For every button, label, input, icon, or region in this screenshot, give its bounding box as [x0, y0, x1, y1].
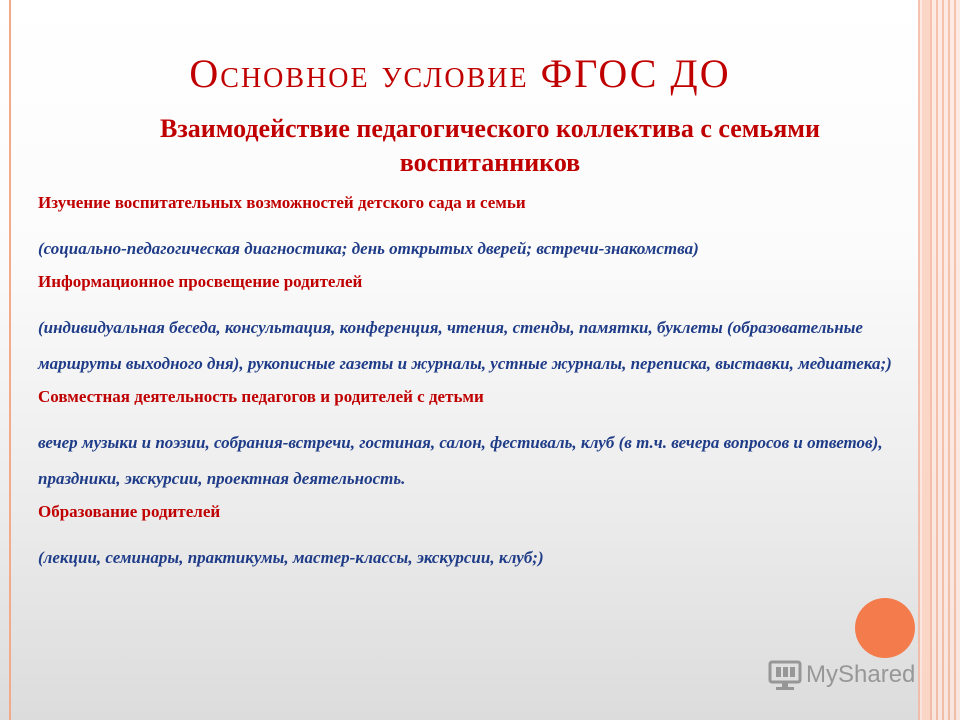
section-heading-information: Информационное просвещение родителей — [38, 272, 363, 291]
decorative-orange-circle — [855, 598, 915, 658]
section-items-information: (индивидуальная беседа, консультация, конференция, чтения, стенды, памятки, буклеты (образовательные маршруты выходного дня), рукописные газеты и журналы, устные журналы, переписка, выставки, медиатека;) — [38, 318, 892, 373]
slide-frame-left-line — [9, 0, 11, 720]
myshared-watermark — [768, 655, 928, 695]
section-items-study: (социально-педагогическая диагностика; день открытых дверей; встречи-знакомства) — [38, 239, 699, 258]
section-heading-parent-education: Образование родителей — [38, 502, 221, 521]
section-heading-study: Изучение воспитательных возможностей детского сада и семьи — [38, 193, 526, 212]
section-items-joint-activity: вечер музыки и поэзии, собрания-встречи, гостиная, салон, фестиваль, клуб (в т.ч. вечера вопросов и ответов), праздники, экскурсии, проектная деятельность. — [38, 433, 883, 488]
section-items-parent-education: (лекции, семинары, практикумы, мастер-классы, экскурсии, клуб;) — [38, 548, 544, 567]
watermark-text: MyShared — [806, 661, 916, 688]
slide-title: Основное условие ФГОС ДО — [189, 51, 731, 96]
monitor-icon — [768, 659, 802, 691]
slide-frame-right-band — [922, 0, 930, 720]
slide-subtitle: Взаимодействие педагогического коллектива с семьями воспитанников — [159, 114, 820, 177]
slide-content — [38, 192, 908, 580]
section-heading-joint-activity: Совместная деятельность педагогов и родителей с детьми — [38, 387, 484, 406]
